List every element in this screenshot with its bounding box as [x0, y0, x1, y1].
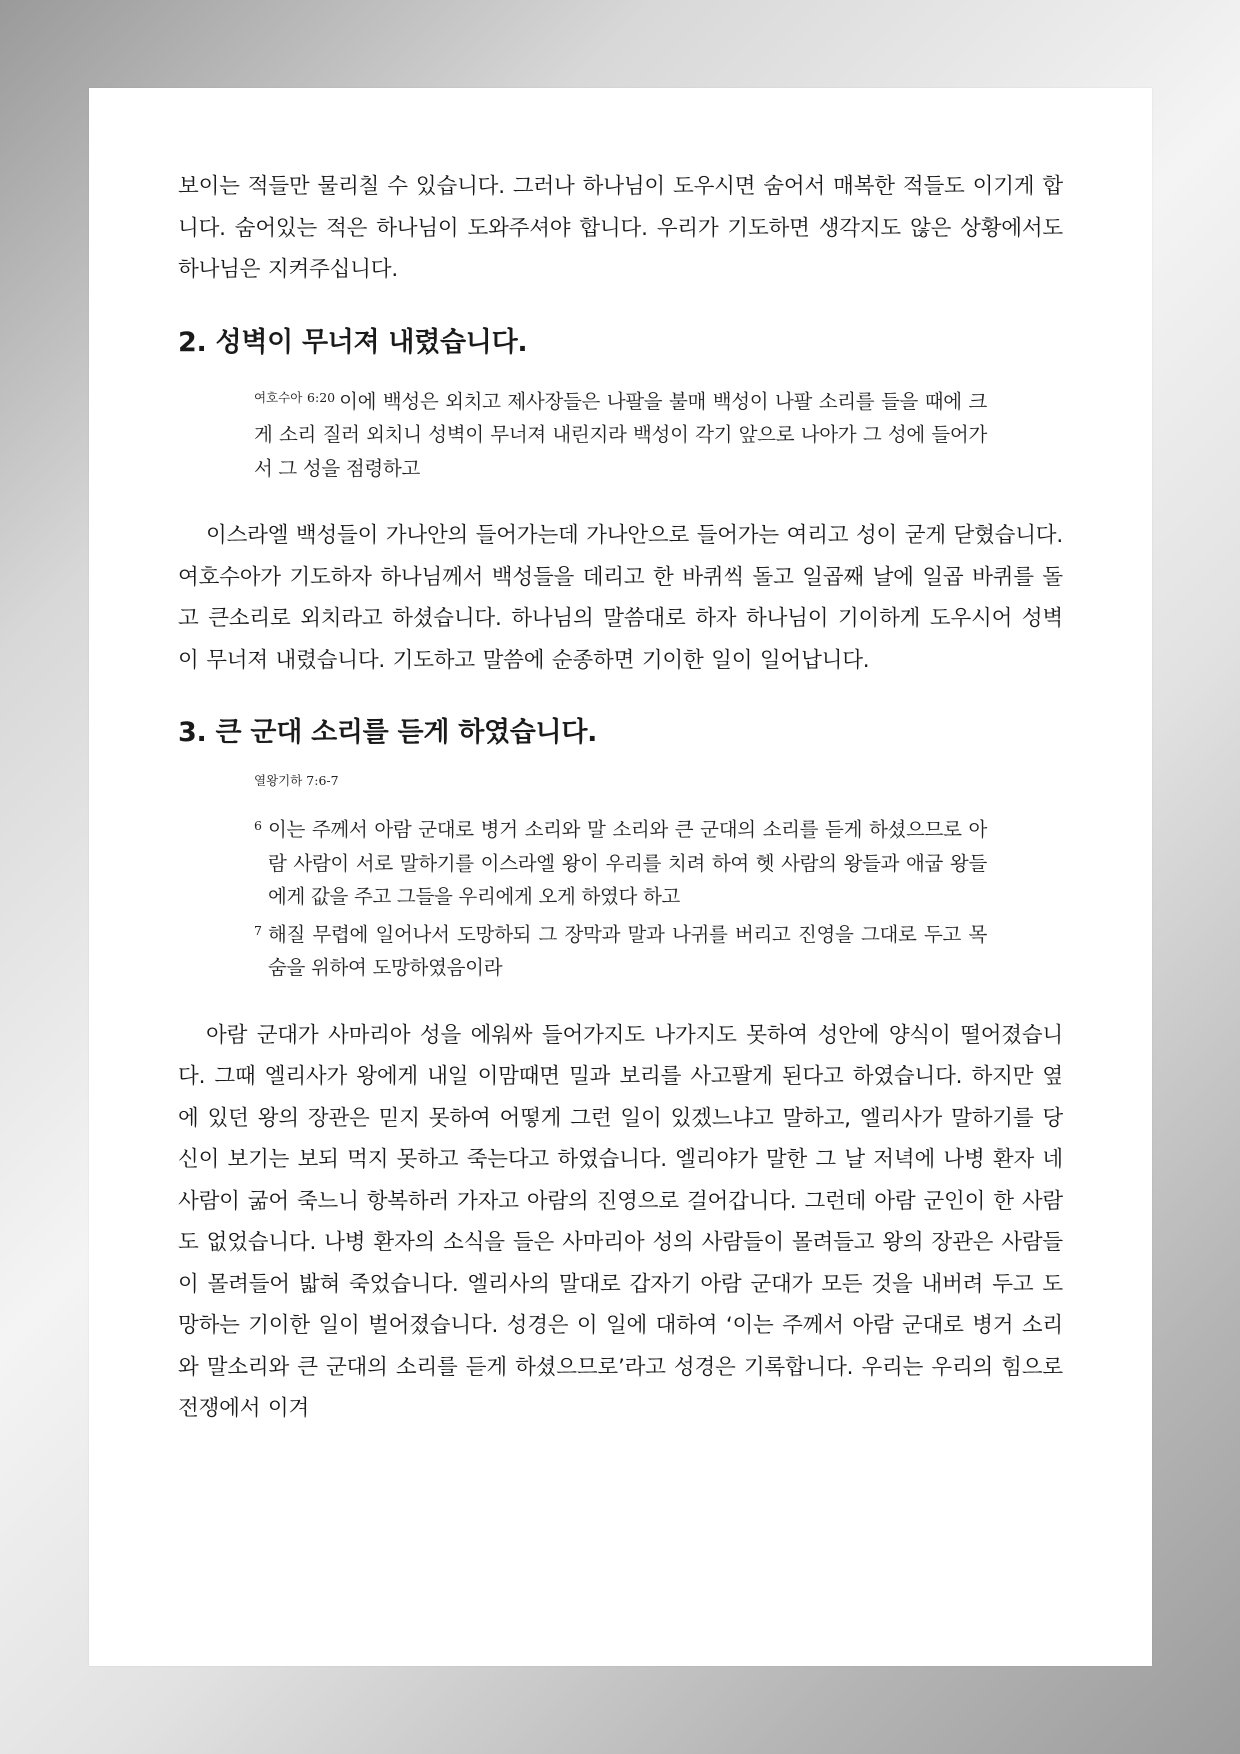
scripture-reference: 여호수아 6:20: [254, 389, 336, 405]
section-heading-3: 3. 큰 군대 소리를 듣게 하였습니다.: [178, 717, 598, 748]
section-heading-2: 2. 성벽이 무너져 내렸습니다.: [178, 326, 528, 358]
scripture-text: 이에 백성은 외치고 제사장들은 나팔을 불매 백성이 나팔 소리를 들을 때에 크게 소리 질러 외치니 성벽이 무너져 내린지라 백성이 각기 앞으로 나아가 그 성에 들어가서 그 성을 점령하고: [254, 389, 987, 480]
paragraph-intro: 보이는 적들만 물리칠 수 있습니다. 그러나 하나님이 도우시면 숨어서 매복한 적들도 이기게 합니다. 숨어있는 적은 하나님이 도와주셔야 합니다. 우리가 기도하면 생각지도 않은 상황에서도 하나님은 지켜주십니다.: [178, 174, 1063, 282]
verse-number: 6: [254, 818, 262, 833]
scripture-quote-joshua: [254, 381, 987, 486]
paragraph-aram-army: 아람 군대가 사마리아 성을 에워싸 들어가지도 나가지도 못하여 성안에 양식이 떨어졌습니다. 그때 엘리사가 왕에게 내일 이맘때면 밀과 보리를 사고팔게 된다고 하였습니다. 하지만 옆에 있던 왕의 장관은 믿지 못하여 어떻게 그런 일이 있겠느냐고 말하고, 엘리사가 말하기를 당신이 보기는 보되 먹지 못하고 죽는다고 하였습니다. 엘리야가 말한 그 날 저녁에 나병 환자 네 사람이 굶어 죽느니 항복하러 가자고 아람의 진영으로 걸어갑니다. 그런데 아람 군인이 한 사람도 없었습니다. 나병 환자의 소식을 들은 사마리아 성의 사람들이 몰려들고 왕의 장관은 사람들이 몰려들어 밟혀 죽었습니다. 엘리사의 말대로 갑자기 아람 군대가 모든 것을 내버려 두고 도망하는 기이한 일이 벌어졌습니다. 성경은 이 일에 대하여 ‘이는 주께서 아람 군대로 병거 소리와 말소리와 큰 군대의 소리를 듣게 하셨으므로’라고 성경은 기록합니다. 우리는 우리의 힘으로 전쟁에서 이겨: [178, 1022, 1063, 1421]
document-page: [89, 88, 1152, 1666]
verse-text: 해질 무렵에 일어나서 도망하되 그 장막과 말과 나귀를 버리고 진영을 그대로 두고 목숨을 위하여 도망하였음이라: [268, 922, 987, 979]
verse-7: [254, 914, 987, 985]
paragraph-jericho: 이스라엘 백성들이 가나안의 들어가는데 가나안으로 들어가는 여리고 성이 굳게 닫혔습니다. 여호수아가 기도하자 하나님께서 백성들을 데리고 한 바퀴씩 돌고 일곱째 날에 일곱 바퀴를 돌고 큰소리로 외치라고 하셨습니다. 하나님의 말씀대로 하자 하나님이 기이하게 도우시어 성벽이 무너져 내렸습니다. 기도하고 말씀에 순종하면 기이한 일이 일어납니다.: [178, 523, 1063, 673]
verse-number: 7: [254, 922, 262, 938]
verse-text: 이는 주께서 아람 군대로 병거 소리와 말 소리와 큰 군대의 소리를 듣게 하셨으므로 아람 사람이 서로 말하기를 이스라엘 왕이 우리를 치려 하여 헷 사람의 왕들과 애굽 왕들에게 값을 주고 그들을 우리에게 오게 하였다 하고: [268, 818, 987, 908]
scripture-quote-kings: [254, 809, 987, 985]
verse-6: [254, 809, 987, 914]
scripture-reference: 열왕기하 7:6-7: [254, 773, 339, 788]
